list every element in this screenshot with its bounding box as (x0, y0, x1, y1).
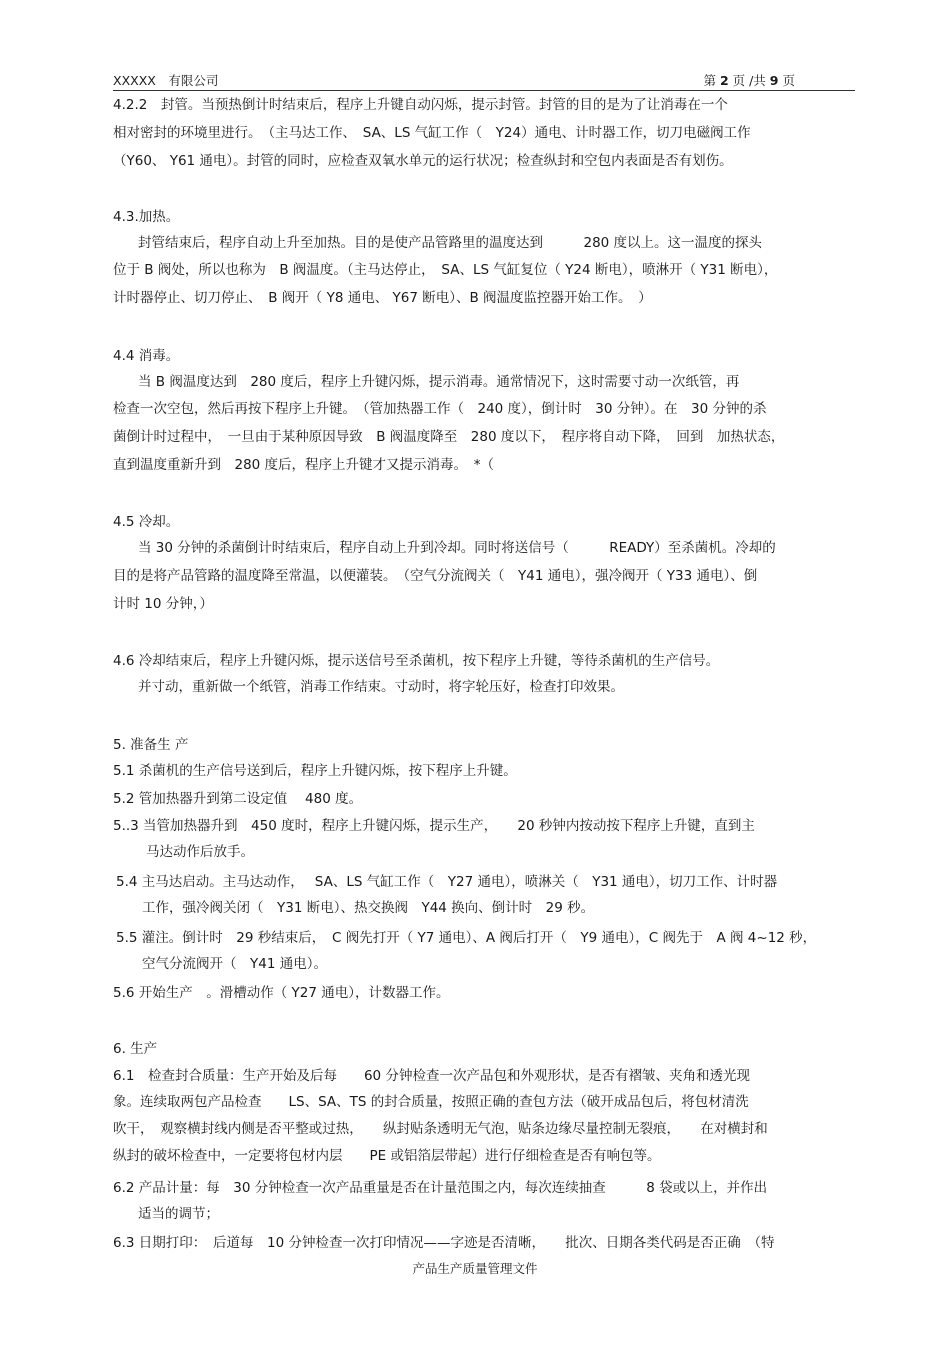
text-line: 5..3 当管加热器升到 450 度时，程序上升键闪烁，提示生产， 20 秒钟内按动按下程序上升键，直到主 (113, 818, 755, 834)
text-line: 5.4 主马达启动。主马达动作， SA、LS 气缸工作（ Y27 通电），喷淋关（ Y31 通电），切刀工作、计时器 (116, 874, 778, 890)
text-line: 当 30 分钟的杀菌倒计时结束后，程序自动上升到冷却。同时将送信号（ READY）至杀菌机。冷却的 (138, 540, 776, 556)
text-line: 工作，强冷阀关闭（ Y31 断电）、热交换阀 Y44 换向、倒计时 29 秒。 (142, 900, 595, 916)
text-line: 吹干， 观察横封线内侧是否平整或过热， 纵封贴条透明无气泡，贴条边缘尽量控制无裂痕， 在对横封和 (113, 1121, 768, 1137)
text-line: 适当的调节； (138, 1206, 219, 1222)
text-line: 封管结束后，程序自动上升至加热。目的是使产品管路里的温度达到 280 度以上。这一温度的探头 (138, 235, 763, 251)
text-line: 4.2.2 封管。当预热倒计时结束后，程序上升键自动闪烁，提示封管。封管的目的是为了让消毒在一个 (113, 97, 728, 113)
section-heading: 4.3.加热。 (113, 209, 180, 225)
text-line: 4.6 冷却结束后，程序上升键闪烁，提示送信号至杀菌机，按下程序上升键，等待杀菌机的生产信号。 (113, 653, 720, 669)
section-heading: 6. 生产 (113, 1041, 158, 1057)
text-line: 马达动作后放手。 (146, 844, 254, 860)
text-line: 6.1 检查封合质量：生产开始及后每 60 分钟检查一次产品包和外观形状，是否有褶皱、夹角和透光现 (113, 1068, 750, 1084)
text-line: 位于 B 阀处，所以也称为 B 阀温度。（主马达停止， SA、LS 气缸复位（ Y24 断电），喷淋开（ Y31 断电）， (113, 262, 778, 278)
text-line: 6.2 产品计量：每 30 分钟检查一次产品重量是否在计量范围之内，每次连续抽查 8 袋或以上，并作出 (113, 1180, 768, 1196)
page-number: 第 2 页 /共 9 页 (703, 73, 795, 88)
text-line: 5.6 开始生产 。滑槽动作（ Y27 通电），计数器工作。 (113, 985, 450, 1001)
text-line: 计时器停止、切刀停止、 B 阀开（ Y8 通电、 Y67 断电）、B 阀温度监控器开始工作。 ） (113, 290, 652, 306)
text-line: 计时 10 分钟，） (113, 596, 214, 612)
text-line: 当 B 阀温度达到 280 度后，程序上升键闪烁，提示消毒。通常情况下，这时需要寸动一次纸管，再 (138, 374, 740, 390)
text-line: 5.2 管加热器升到第二设定值 480 度。 (113, 791, 363, 807)
text-line: 菌倒计时过程中， 一旦由于某种原因导致 B 阀温度降至 280 度以下， 程序将自动下降， 回到 加热状态， (113, 429, 785, 445)
company-name: XXXXX 有限公司 (113, 73, 219, 88)
text-line: （Y60、 Y61 通电）。封管的同时，应检查双氧水单元的运行状况；检查纵封和空包内表面是否有划伤。 (113, 153, 733, 169)
section-heading: 4.4 消毒。 (113, 348, 180, 364)
text-line: 目的是将产品管路的温度降至常温，以便灌装。 （空气分流阀关（ Y41 通电），强冷阀开（ Y33 通电）、倒 (113, 568, 758, 584)
page-footer: 产品生产质量管理文件 (412, 1261, 538, 1276)
section-heading: 4.5 冷却。 (113, 514, 180, 530)
text-line: 象。连续取两包产品检查 LS、SA、TS 的封合质量，按照正确的查包方法（破开成品包后，将包材清洗 (113, 1094, 749, 1110)
text-line: 6.3 日期打印： 后道每 10 分钟检查一次打印情况——字迹是否清晰， 批次、日期各类代码是否正确 （特 (113, 1235, 775, 1251)
page-header (113, 70, 855, 91)
text-line: 空气分流阀开（ Y41 通电）。 (142, 956, 327, 972)
text-line: 检查一次空包，然后再按下程序上升键。 （管加热器工作（ 240 度），倒计时 30 分钟）。在 30 分钟的杀 (113, 401, 767, 417)
text-line: 相对密封的环境里进行。 （主马达工作、 SA、LS 气缸工作（ Y24）通电、计时器工作，切刀电磁阀工作 (113, 125, 751, 141)
section-heading: 5. 准备生 产 (113, 737, 189, 753)
text-line: 直到温度重新升到 280 度后，程序上升键才又提示消毒。 *（ (113, 457, 495, 473)
text-line: 纵封的破坏检查中，一定要将包材内层 PE 或铝箔层带起）进行仔细检查是否有响包等。 (113, 1148, 661, 1164)
text-line: 并寸动，重新做一个纸管，消毒工作结束。寸动时，将字轮压好，检查打印效果。 (138, 679, 624, 695)
text-line: 5.5 灌注。倒计时 29 秒结束后， C 阀先打开（ Y7 通电）、A 阀后打开（ Y9 通电），C 阀先于 A 阀 4~12 秒， (116, 930, 817, 946)
text-line: 5.1 杀菌机的生产信号送到后，程序上升键闪烁，按下程序上升键。 (113, 763, 517, 779)
